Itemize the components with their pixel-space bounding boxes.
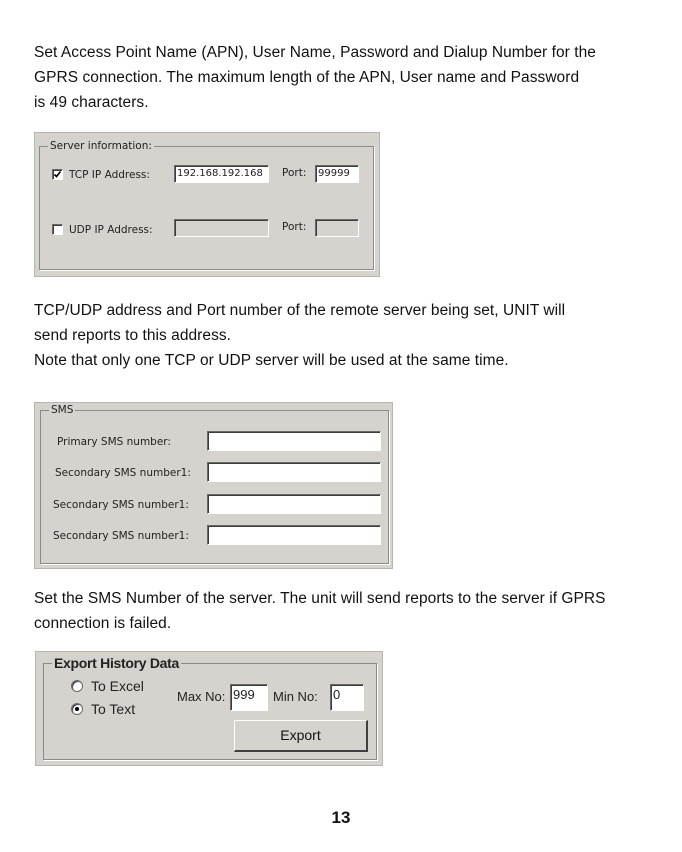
- sms-legend: SMS: [51, 404, 74, 416]
- secondary-sms-3-input[interactable]: [207, 525, 381, 545]
- page-number: 13: [331, 808, 351, 827]
- intro-line-1: Set Access Point Name (APN), User Name, Password and Dialup Number for the: [34, 44, 596, 61]
- udp-ip-input[interactable]: [174, 219, 269, 237]
- export-legend: Export History Data: [54, 655, 179, 671]
- min-no-input[interactable]: 0: [330, 684, 364, 711]
- intro-line-3: is 49 characters.: [34, 94, 149, 111]
- secondary-sms-3-label: Secondary SMS number1:: [53, 530, 189, 542]
- secondary-sms-2-label: Secondary SMS number1:: [53, 499, 189, 511]
- server-info-panel: [34, 132, 380, 277]
- server-paragraph: [34, 298, 646, 373]
- checkmark-icon: [53, 170, 62, 179]
- tcp-port-label: Port:: [282, 167, 307, 179]
- to-text-label[interactable]: To Text: [91, 701, 136, 717]
- export-panel: [35, 651, 383, 766]
- sms-paragraph: [34, 586, 646, 636]
- server-line-1: TCP/UDP address and Port number of the remote server being set, UNIT will: [34, 302, 566, 319]
- udp-port-input[interactable]: [315, 219, 359, 237]
- server-line-2: send reports to this address.: [34, 327, 232, 344]
- to-excel-radio[interactable]: [71, 680, 83, 692]
- to-excel-label[interactable]: To Excel: [91, 678, 144, 694]
- secondary-sms-2-input[interactable]: [207, 494, 381, 514]
- sms-line-2: connection is failed.: [34, 615, 172, 632]
- udp-checkbox[interactable]: [52, 224, 63, 235]
- to-text-radio[interactable]: [71, 703, 83, 715]
- primary-sms-label: Primary SMS number:: [57, 436, 171, 448]
- export-button[interactable]: Export: [234, 720, 368, 752]
- secondary-sms-1-label: Secondary SMS number1:: [55, 467, 191, 479]
- primary-sms-input[interactable]: [207, 431, 381, 451]
- server-info-legend: Server information:: [50, 140, 152, 152]
- sms-panel: [34, 402, 393, 569]
- secondary-sms-1-input[interactable]: [207, 462, 381, 482]
- tcp-port-input[interactable]: 99999: [315, 165, 359, 183]
- tcp-ip-label: TCP IP Address:: [69, 169, 150, 181]
- max-no-label: Max No:: [177, 689, 226, 704]
- udp-ip-label: UDP IP Address:: [69, 224, 153, 236]
- max-no-input[interactable]: 999: [230, 684, 268, 711]
- intro-line-2: GPRS connection. The maximum length of the APN, User name and Password: [34, 69, 580, 86]
- udp-port-label: Port:: [282, 221, 307, 233]
- sms-line-1: Set the SMS Number of the server. The unit will send reports to the server if GPRS: [34, 590, 606, 607]
- min-no-label: Min No:: [273, 689, 318, 704]
- intro-paragraph: [34, 40, 646, 115]
- radio-selected-dot: [75, 707, 79, 711]
- tcp-ip-input[interactable]: 192.168.192.168: [174, 165, 269, 183]
- tcp-checkbox[interactable]: [52, 169, 63, 180]
- server-line-3: Note that only one TCP or UDP server will be used at the same time.: [34, 352, 509, 369]
